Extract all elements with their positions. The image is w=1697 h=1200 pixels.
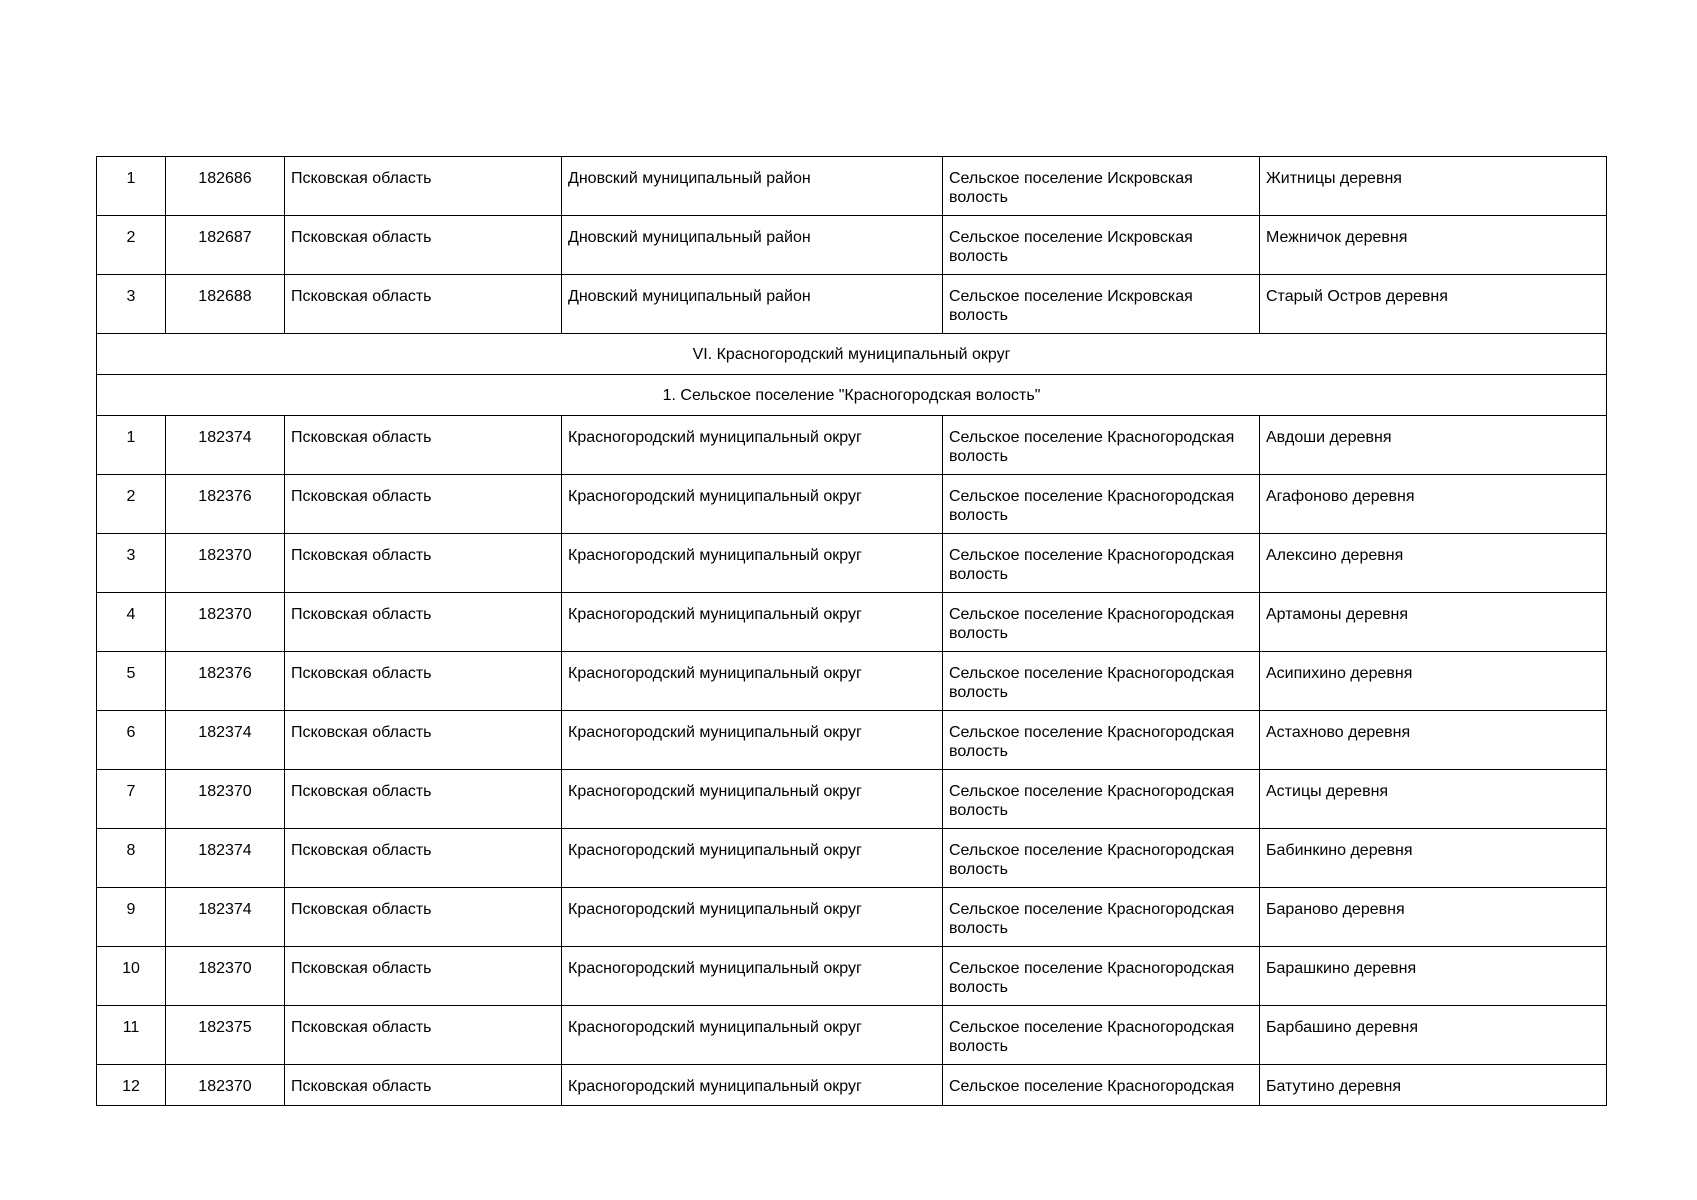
- locality-cell: Батутино деревня: [1260, 1065, 1607, 1106]
- postal-code: 182370: [166, 534, 285, 593]
- table-row: [97, 711, 1607, 770]
- settlement-cell: Сельское поселение Искровская волость: [943, 275, 1260, 334]
- table-row: [97, 416, 1607, 475]
- row-number: 9: [97, 888, 166, 947]
- district-cell: Красногородский муниципальный округ: [562, 829, 943, 888]
- row-number: 5: [97, 652, 166, 711]
- table-row: [97, 216, 1607, 275]
- locality-cell: Асипихино деревня: [1260, 652, 1607, 711]
- district-cell: Красногородский муниципальный округ: [562, 652, 943, 711]
- row-number: 3: [97, 275, 166, 334]
- table-row: [97, 593, 1607, 652]
- row-number: 10: [97, 947, 166, 1006]
- region-cell: Псковская область: [285, 888, 562, 947]
- district-cell: Дновский муниципальный район: [562, 157, 943, 216]
- district-cell: Дновский муниципальный район: [562, 216, 943, 275]
- district-cell: Красногородский муниципальный округ: [562, 1065, 943, 1106]
- region-cell: Псковская область: [285, 652, 562, 711]
- locality-cell: Межничок деревня: [1260, 216, 1607, 275]
- locality-cell: Барашкино деревня: [1260, 947, 1607, 1006]
- region-cell: Псковская область: [285, 275, 562, 334]
- locality-cell: Бабинкино деревня: [1260, 829, 1607, 888]
- settlement-cell: Сельское поселение Красногородская волость: [943, 416, 1260, 475]
- row-number: 8: [97, 829, 166, 888]
- section-heading: VI. Красногородский муниципальный округ: [97, 334, 1607, 375]
- subsection-heading-row: [97, 375, 1607, 416]
- row-number: 12: [97, 1065, 166, 1106]
- settlement-cell: Сельское поселение Искровская волость: [943, 216, 1260, 275]
- district-cell: Красногородский муниципальный округ: [562, 416, 943, 475]
- region-cell: Псковская область: [285, 534, 562, 593]
- table-row: [97, 1065, 1607, 1106]
- region-cell: Псковская область: [285, 1065, 562, 1106]
- locality-cell: Агафоново деревня: [1260, 475, 1607, 534]
- table-body: [97, 157, 1607, 1106]
- row-number: 1: [97, 416, 166, 475]
- locality-cell: Бараново деревня: [1260, 888, 1607, 947]
- row-number: 6: [97, 711, 166, 770]
- settlement-cell: Сельское поселение Красногородская: [943, 1065, 1260, 1106]
- district-cell: Красногородский муниципальный округ: [562, 947, 943, 1006]
- table-row: [97, 829, 1607, 888]
- row-number: 1: [97, 157, 166, 216]
- locality-cell: Артамоны деревня: [1260, 593, 1607, 652]
- region-cell: Псковская область: [285, 216, 562, 275]
- section-heading-row: [97, 334, 1607, 375]
- locality-cell: Житницы деревня: [1260, 157, 1607, 216]
- region-cell: Псковская область: [285, 711, 562, 770]
- postal-code: 182370: [166, 1065, 285, 1106]
- row-number: 11: [97, 1006, 166, 1065]
- postal-code: 182376: [166, 475, 285, 534]
- table-row: [97, 770, 1607, 829]
- postal-code: 182376: [166, 652, 285, 711]
- table-row: [97, 947, 1607, 1006]
- district-cell: Красногородский муниципальный округ: [562, 888, 943, 947]
- locality-cell: Астицы деревня: [1260, 770, 1607, 829]
- settlement-cell: Сельское поселение Искровская волость: [943, 157, 1260, 216]
- postal-code: 182374: [166, 711, 285, 770]
- postal-code: 182375: [166, 1006, 285, 1065]
- district-cell: Дновский муниципальный район: [562, 275, 943, 334]
- table-row: [97, 888, 1607, 947]
- table-row: [97, 157, 1607, 216]
- row-number: 4: [97, 593, 166, 652]
- postal-code: 182374: [166, 416, 285, 475]
- table-row: [97, 652, 1607, 711]
- row-number: 2: [97, 475, 166, 534]
- postal-code: 182688: [166, 275, 285, 334]
- table-row: [97, 1006, 1607, 1065]
- district-cell: Красногородский муниципальный округ: [562, 711, 943, 770]
- region-cell: Псковская область: [285, 770, 562, 829]
- district-cell: Красногородский муниципальный округ: [562, 770, 943, 829]
- region-cell: Псковская область: [285, 947, 562, 1006]
- row-number: 3: [97, 534, 166, 593]
- settlement-cell: Сельское поселение Красногородская волость: [943, 1006, 1260, 1065]
- subsection-heading: 1. Сельское поселение "Красногородская волость": [97, 375, 1607, 416]
- district-cell: Красногородский муниципальный округ: [562, 475, 943, 534]
- district-cell: Красногородский муниципальный округ: [562, 1006, 943, 1065]
- locality-cell: Алексино деревня: [1260, 534, 1607, 593]
- settlement-cell: Сельское поселение Красногородская волость: [943, 593, 1260, 652]
- district-cell: Красногородский муниципальный округ: [562, 534, 943, 593]
- region-cell: Псковская область: [285, 1006, 562, 1065]
- postal-code: 182687: [166, 216, 285, 275]
- table-row: [97, 534, 1607, 593]
- region-cell: Псковская область: [285, 416, 562, 475]
- settlement-cell: Сельское поселение Красногородская волость: [943, 711, 1260, 770]
- settlement-cell: Сельское поселение Красногородская волость: [943, 888, 1260, 947]
- table-row: [97, 275, 1607, 334]
- settlement-cell: Сельское поселение Красногородская волость: [943, 652, 1260, 711]
- region-cell: Псковская область: [285, 829, 562, 888]
- settlement-cell: Сельское поселение Красногородская волость: [943, 475, 1260, 534]
- postal-code: 182370: [166, 947, 285, 1006]
- settlements-table: [96, 156, 1607, 1106]
- locality-cell: Барбашино деревня: [1260, 1006, 1607, 1065]
- postal-code: 182374: [166, 829, 285, 888]
- region-cell: Псковская область: [285, 475, 562, 534]
- postal-code: 182370: [166, 593, 285, 652]
- locality-cell: Старый Остров деревня: [1260, 275, 1607, 334]
- table-row: [97, 475, 1607, 534]
- locality-cell: Авдоши деревня: [1260, 416, 1607, 475]
- settlement-cell: Сельское поселение Красногородская волость: [943, 534, 1260, 593]
- region-cell: Псковская область: [285, 593, 562, 652]
- settlement-cell: Сельское поселение Красногородская волость: [943, 947, 1260, 1006]
- locality-cell: Астахново деревня: [1260, 711, 1607, 770]
- postal-code: 182686: [166, 157, 285, 216]
- region-cell: Псковская область: [285, 157, 562, 216]
- row-number: 7: [97, 770, 166, 829]
- row-number: 2: [97, 216, 166, 275]
- settlement-cell: Сельское поселение Красногородская волость: [943, 770, 1260, 829]
- postal-code: 182370: [166, 770, 285, 829]
- postal-code: 182374: [166, 888, 285, 947]
- district-cell: Красногородский муниципальный округ: [562, 593, 943, 652]
- settlement-cell: Сельское поселение Красногородская волость: [943, 829, 1260, 888]
